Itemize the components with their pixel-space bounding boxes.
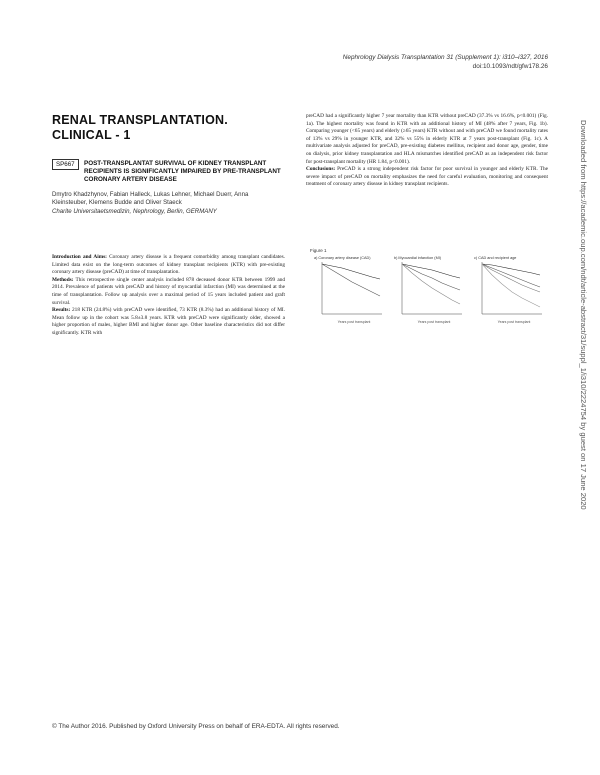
abstract-title: POST-TRANSPLANTAT SURVIVAL OF KIDNEY TRANSPLANT RECIPIENTS IS SIGNIFICANTLY IMPAIRED BY PRE-TRANSPLANT CORONARY ARTERY DISEASE [84, 160, 281, 183]
conclusions-label: Conclusions: [306, 166, 336, 173]
copyright-footer: © The Author 2016. Published by Oxford University Press on behalf of ERA-EDTA. All rights reserved. [52, 723, 340, 730]
abstract-id: SP667 [52, 159, 79, 170]
results-text: 218 KTR (24.8%) with preCAD were identified, 73 KTR (8.3%) had an additional history of MI. Mean follow up in the cohort was 5.8±3.8 years. KTR with preCAD were significantly older, showed a higher proportion of males, higher BMI and higher donor age. Other baseline characteristics did not differ significantly. KTR with [52, 307, 285, 336]
figure-1 [310, 248, 550, 328]
journal-citation: Nephrology Dialysis Transplantation 31 (Supplement 1): i310–i327, 2016 [342, 54, 548, 61]
author-list: Dmytro Khadzhynov, Fabian Halleck, Lukas Lehner, Michael Duerr, Anna Kleinsteuber, Klemens Budde and Oliver Staeck [52, 191, 249, 207]
survival-plot-a [310, 256, 386, 320]
download-watermark [575, 120, 591, 630]
affiliation: Charite Universitaetsmedizin, Nephrology, Berlin, GERMANY [52, 207, 217, 215]
figure-label: Figure 1 [310, 248, 327, 253]
author-block [52, 191, 284, 216]
doi-link[interactable]: doi:10.1093/ndt/gfw178.26 [472, 63, 548, 70]
section-title-line1: RENAL TRANSPLANTATION. [52, 113, 228, 127]
methods-paragraph [52, 277, 285, 307]
panel-b-title: b) Myocardial infarction (MI) [394, 256, 442, 260]
survival-plot-c [470, 256, 546, 320]
intro-text: Coronary artery disease is a frequent comorbidity among transplant candidates. Limited data exist on the long-term outcomes of kidney transplant recipients (KTR) with pre-existing coronary artery disease (preCAD) at time of transplantation. [52, 254, 285, 276]
abstract-left-column [52, 254, 285, 338]
figure-panel-a [310, 256, 386, 328]
conclusions-text: PreCAD is a strong independent risk factor for poor survival in younger and elderly KTR. The severe impact of preCAD on mortality emphasizes the need for careful evaluation, monitoring and consequent treatment of coronary artery disease in kidney transplant recipients. [306, 166, 548, 188]
panel-b-xlabel: Years post transplant [417, 320, 451, 324]
intro-paragraph [52, 254, 285, 277]
methods-text: This retrospective single center analysis included 878 deceased donor KTR between 1999 and 2014. Prevalence of patients with preCAD and history of myocardial infarction (MI) was determined at the time of transplantation. Follow up analysis over a maximal period of 15 years included patient and graft survival. [52, 276, 285, 306]
journal-header [248, 53, 548, 71]
figure-panel-b [390, 256, 466, 328]
abstract-right-column [306, 113, 548, 189]
results-label: Results: [52, 307, 71, 314]
panel-a-xlabel: Years post transplant [337, 320, 371, 324]
results-continued: preCAD had a significantly higher 7 year mortality than KTR without preCAD (37.3% vs 16.6%, p<0.001) (Fig. 1a). The highest mortality was found in KTR with an additional history of MI (48% after 7 years, Fig. 1b). Comparing younger (<65 years) and elderly (≥65 years) KTR without and with preCAD we found mortality rates of 13% vs 29% in younger KTR, and 32% vs 55% in elderly KTR at 7 years post-transplant (Fig. 1c). A multivariate analysis adjusted for preCAD, pre-existing diabetes mellitus, recipient and donor age, gender, time on dialysis, prior kidney transplantation and HLA mismatches identified preCAD as an independent risk factor for post-transplant mortality (HR 1.84, p<0.001). [306, 113, 548, 165]
section-title [52, 113, 228, 143]
panel-c-title: c) CAD and recipient age [474, 256, 517, 260]
panel-a-title: a) Coronary artery disease (CAD) [314, 256, 371, 260]
figure-panel-c [470, 256, 546, 328]
intro-label: Introduction and Aims: [52, 254, 107, 260]
section-title-line2: CLINICAL - 1 [52, 128, 131, 142]
panel-c-xlabel: Years post transplant [497, 320, 531, 324]
conclusions-paragraph [306, 166, 548, 189]
methods-label: Methods: [52, 276, 74, 283]
results-paragraph [52, 307, 285, 337]
survival-plot-b [390, 256, 466, 320]
download-note-text[interactable]: Downloaded from https://academic.oup.com/ndt/article-abstract/31/suppl_1/i310/2224754 by guest on 17 June 2020 [579, 120, 588, 510]
